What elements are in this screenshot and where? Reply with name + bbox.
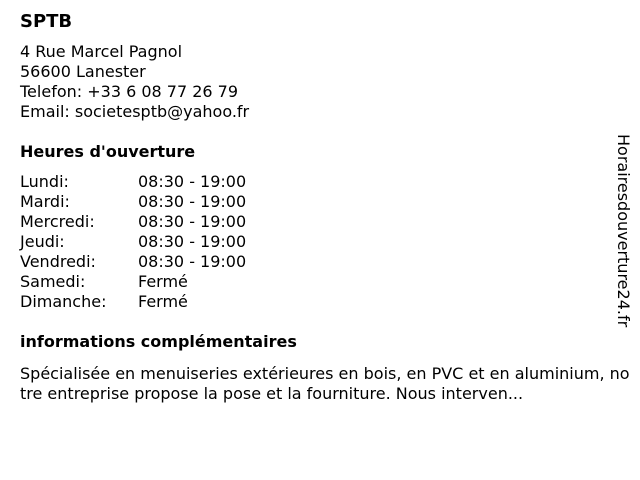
day-hours: 08:30 - 19:00 (138, 212, 247, 231)
hours-row-wednesday (20, 212, 620, 232)
day-label: Vendredi: (20, 252, 96, 271)
business-name: SPTB (20, 11, 73, 32)
day-label: Samedi: (20, 272, 86, 291)
day-hours: Fermé (138, 292, 188, 311)
day-hours: Fermé (138, 272, 188, 291)
day-hours: 08:30 - 19:00 (138, 232, 247, 251)
day-hours: 08:30 - 19:00 (138, 252, 247, 271)
hours-list (20, 172, 620, 312)
info-title: informations complémentaires (20, 332, 297, 351)
hours-row-monday (20, 172, 620, 192)
day-hours: 08:30 - 19:00 (138, 192, 247, 211)
hours-row-tuesday (20, 192, 620, 212)
site-watermark: Horairesdouverture24.fr (614, 134, 633, 328)
hours-row-thursday (20, 232, 620, 252)
day-label: Mercredi: (20, 212, 95, 231)
day-label: Lundi: (20, 172, 69, 191)
day-label: Dimanche: (20, 292, 107, 311)
phone-number: Telefon: +33 6 08 77 26 79 (20, 82, 239, 101)
info-description: Spécialisée en menuiseries extérieures en bois, en PVC et en aluminium, notre entreprise propose la pose et la fourniture. Nous interven... (20, 364, 630, 403)
email-address: Email: societesptb@yahoo.fr (20, 102, 250, 121)
day-label: Mardi: (20, 192, 70, 211)
hours-row-friday (20, 252, 620, 272)
hours-row-saturday (20, 272, 620, 292)
day-label: Jeudi: (20, 232, 65, 251)
day-hours: 08:30 - 19:00 (138, 172, 247, 191)
hours-title: Heures d'ouverture (20, 142, 196, 161)
city-address: 56600 Lanester (20, 62, 146, 81)
hours-row-sunday (20, 292, 620, 312)
street-address: 4 Rue Marcel Pagnol (20, 42, 183, 61)
